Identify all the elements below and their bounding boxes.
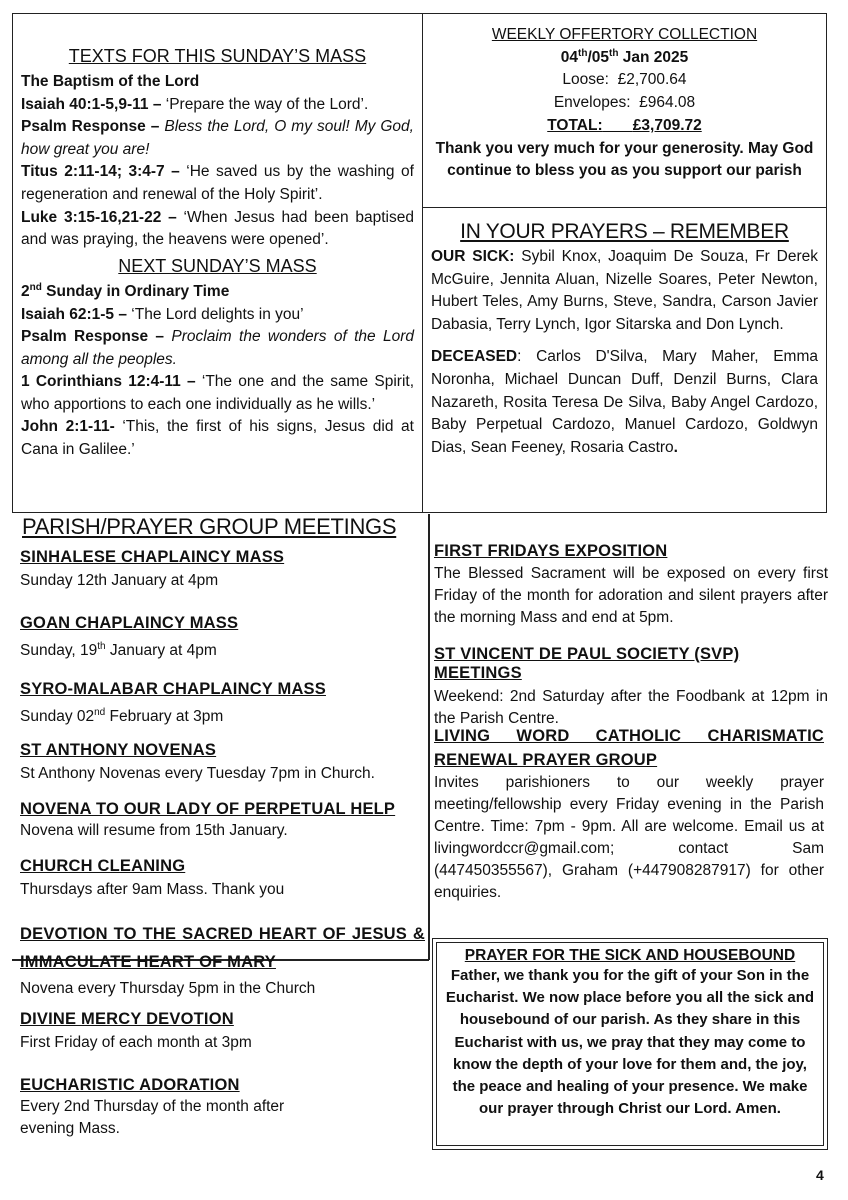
offertory-date: 04th/05th Jan 2025	[560, 48, 689, 67]
meeting-title: FIRST FRIDAYS EXPOSITION	[434, 542, 668, 560]
next-reading-2: Psalm Response – Proclaim the wonders of the Lord among all the peoples.	[21, 328, 414, 368]
meeting-title: EUCHARISTIC ADORATION	[20, 1076, 240, 1094]
meeting-st-anthony	[20, 741, 420, 785]
meeting-svp	[434, 645, 828, 730]
sick-prayer-frame	[432, 938, 828, 1150]
meeting-sacred-heart	[20, 920, 425, 1000]
meeting-church-cleaning	[20, 857, 420, 901]
sick-list: OUR SICK: Sybil Knox, Joaquim De Souza, Fr Derek McGuire, Jennita Aluan, Nizelle Soares, Peter Newton, Hubert Teles, Amy Burns, Steve, Sandra, Carson Javier Dabasia, Terry Lynch, Igor Sitarska and Don Lynch.	[431, 248, 818, 333]
meeting-syro-malabar	[20, 680, 420, 728]
meeting-perpetual-help	[20, 800, 420, 842]
reading-3: Titus 2:11-14; 3:4-7 – ‘He saved us by the washing of regeneration and renewal of the Holy Spirit’.	[21, 163, 414, 203]
sick-prayer-box	[436, 942, 824, 1146]
mass-texts-heading: TEXTS FOR THIS SUNDAY’S MASS	[68, 46, 367, 66]
meeting-body: Thursdays after 9am Mass. Thank you	[20, 881, 285, 898]
offertory-thanks: Thank you very much for your generosity. May God continue to bless you as you support our parish	[435, 140, 814, 180]
prayers-heading: IN YOUR PRAYERS – REMEMBER	[460, 220, 789, 243]
next-reading-3: 1 Corinthians 12:4-11 – ‘The one and the same Spirit, who apportions to each one individually as he wills.’	[21, 373, 414, 413]
reading-2: Psalm Response – Bless the Lord, O my soul! My God, how great you are!	[21, 118, 414, 158]
meeting-body: The Blessed Sacrament will be exposed on every first Friday of the month for adoration and silent prayers after the morning Mass and end at 5pm.	[434, 565, 828, 626]
meeting-title: GOAN CHAPLAINCY MASS	[20, 614, 239, 632]
meeting-body: Weekend: 2nd Saturday after the Foodbank at 12pm in the Parish Centre.	[434, 688, 828, 727]
mass-texts-box	[12, 13, 423, 513]
meeting-body: Sunday 12th January at 4pm	[20, 572, 219, 589]
meeting-body: Sunday 02nd February at 3pm	[20, 707, 224, 726]
sick-prayer-text: Father, we thank you for the gift of your Son in the Eucharist. We now place before you all the sick and housebound of our parish. As they share in this Eucharist with us, we pray that they may come to know the depth of your love for them and, the joy, the peace and healing of your presence. We make our prayer through Christ our Lord. Amen.	[445, 967, 815, 1118]
offertory-box	[422, 13, 827, 208]
meeting-title: SYRO-MALABAR CHAPLAINCY MASS	[20, 680, 326, 698]
prayers-box	[422, 207, 827, 513]
meeting-sinhalese	[20, 548, 420, 592]
meetings-heading: PARISH/PRAYER GROUP MEETINGS	[22, 514, 397, 539]
deceased-list: DECEASED: Carlos D'Silva, Mary Maher, Emma Noronha, Michael Duncan Duff, Denzil Burns, Clara Nazareth, Rosita Teresa De Silva, Baby Angel Cardozo, Baby Perpetual Cardozo, Manuel Cardozo, Goldwyn Dias, Sean Feeney, Rosaria Castro.	[431, 348, 818, 456]
meeting-body: Novena will resume from 15th January.	[20, 822, 288, 839]
sick-prayer-heading: PRAYER FOR THE SICK AND HOUSEBOUND	[464, 947, 796, 964]
feast-title: The Baptism of the Lord	[21, 73, 200, 90]
meeting-title: CHURCH CLEANING	[20, 857, 186, 875]
meeting-body: First Friday of each month at 3pm	[20, 1034, 252, 1051]
offertory-total: TOTAL: £3,709.72	[547, 117, 702, 135]
meeting-body: Sunday, 19th January at 4pm	[20, 641, 217, 660]
meeting-title: DEVOTION TO THE SACRED HEART OF JESUS & IMMACULATE HEART OF MARY	[20, 925, 425, 971]
next-reading-4: John 2:1-11- ‘This, the first of his signs, Jesus did at Cana in Galilee.’	[21, 418, 414, 459]
meeting-goan	[20, 614, 420, 662]
meeting-title: SINHALESE CHAPLAINCY MASS	[20, 548, 285, 566]
offertory-heading: WEEKLY OFFERTORY COLLECTION	[491, 26, 758, 43]
next-sunday-heading: NEXT SUNDAY’S MASS	[118, 255, 317, 276]
offertory-envelopes: Envelopes: £964.08	[553, 94, 696, 112]
meeting-title: ST VINCENT DE PAUL SOCIETY (SVP) MEETINGS	[434, 645, 740, 682]
column-divider	[428, 514, 430, 960]
offertory-loose: Loose: £2,700.64	[562, 71, 687, 89]
mass-texts-content	[21, 71, 414, 252]
meeting-title: DIVINE MERCY DEVOTION	[20, 1010, 234, 1028]
meeting-living-word	[434, 724, 824, 904]
meeting-title: LIVING WORD CATHOLIC CHARISMATIC RENEWAL PRAYER GROUP	[434, 727, 824, 769]
meeting-body: Invites parishioners to our weekly prayer meeting/fellowship every Friday evening in the Parish Centre. Time: 7pm - 9pm. All are welcome. Email us at livingwordccr@gmail.com; contact Sam (447450355567), Graham (+447908287917) for other enquiries.	[434, 774, 824, 901]
meeting-body: Novena every Thursday 5pm in the Church	[20, 980, 316, 997]
page-number: 4	[816, 1167, 824, 1183]
meeting-divine-mercy	[20, 1010, 420, 1054]
reading-1: Isaiah 40:1-5,9-11 – ‘Prepare the way of the Lord’.	[21, 95, 369, 113]
meeting-eucharistic-adoration	[20, 1076, 320, 1140]
next-feast-title: 2nd Sunday in Ordinary Time	[21, 281, 230, 300]
meeting-first-fridays	[434, 542, 828, 629]
meeting-body: Every 2nd Thursday of the month after evening Mass.	[20, 1098, 285, 1137]
meeting-body: St Anthony Novenas every Tuesday 7pm in Church.	[20, 765, 375, 782]
next-reading-1: Isaiah 62:1-5 – ‘The Lord delights in you’	[21, 305, 304, 323]
meeting-title: ST ANTHONY NOVENAS	[20, 741, 217, 759]
reading-4: Luke 3:15-16,21-22 – ‘When Jesus had been baptised and was praying, the heavens were opened’.	[21, 208, 414, 249]
meeting-title: NOVENA TO OUR LADY OF PERPETUAL HELP	[20, 800, 396, 818]
next-sunday-content	[21, 277, 414, 462]
